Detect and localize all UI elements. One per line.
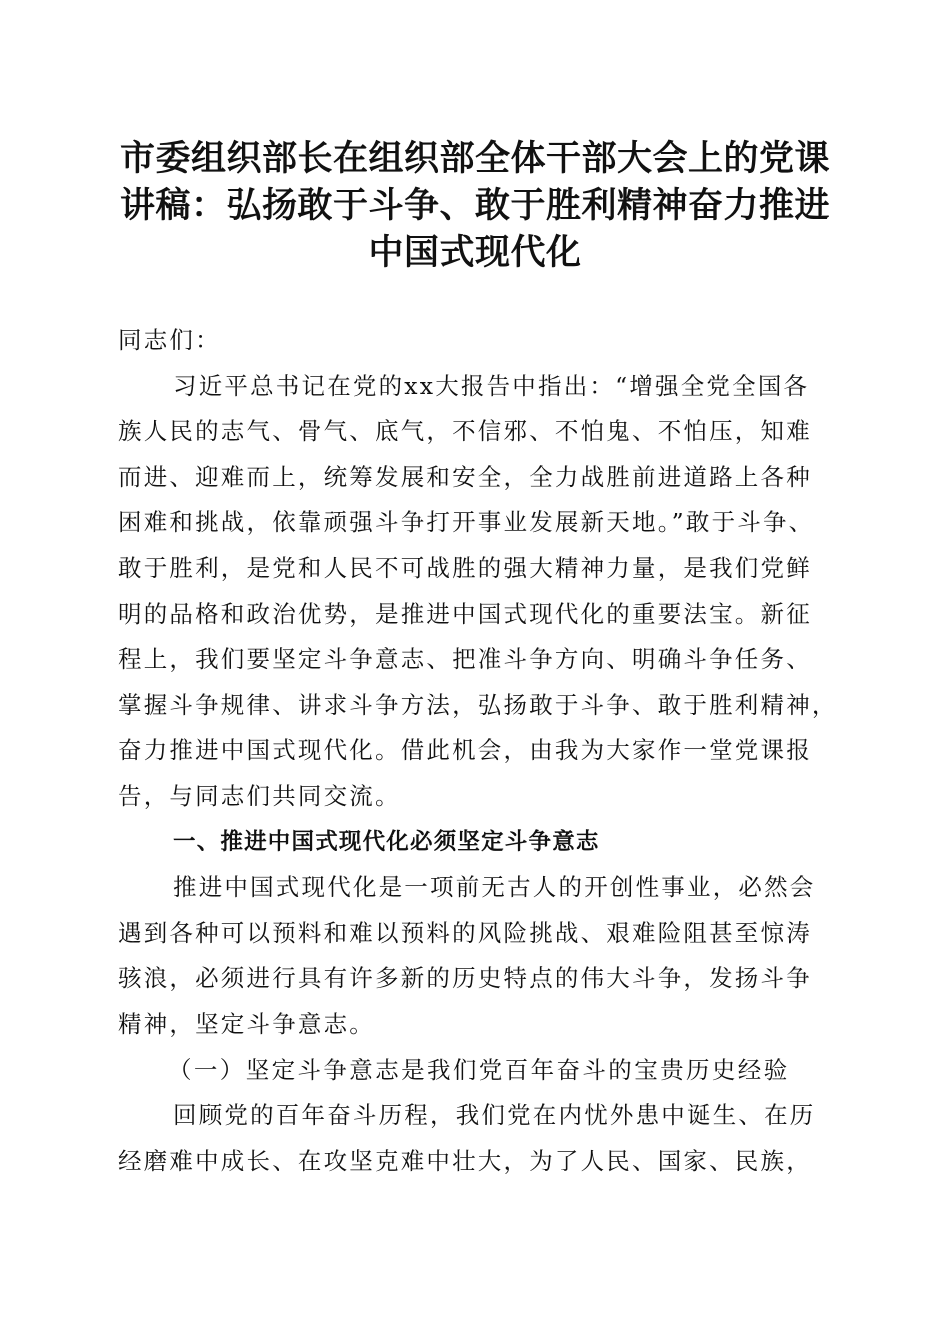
paragraph-line: 习近平总书记在党的xx大报告中指出：“增强全党全国各 — [173, 371, 810, 400]
paragraph-section-1 — [118, 865, 834, 1047]
paragraph-line: 而进、迎难而上，统筹发展和安全，全力战胜前进道路上各种 — [118, 462, 812, 491]
paragraph-line: 回顾党的百年奋斗历程，我们党在内忧外患中诞生、在历 — [173, 1101, 816, 1130]
paragraph-line: 明的品格和政治优势，是推进中国式现代化的重要法宝。新征 — [118, 599, 812, 628]
paragraph-line: 掌握斗争规律、讲求斗争方法，弘扬敢于斗争、敢于胜利精神， — [118, 690, 838, 719]
subsection-heading-1: （一）坚定斗争意志是我们党百年奋斗的宝贵历史经验 — [168, 1055, 790, 1084]
document-body — [118, 318, 838, 1184]
title-line: 讲稿：弘扬敢于斗争、敢于胜利精神奋力推进 — [119, 186, 830, 226]
paragraph-line: 告，与同志们共同交流。 — [118, 781, 401, 810]
paragraph-subsection-1 — [118, 1093, 834, 1184]
section-heading-1: 一、推进中国式现代化必须坚定斗争意志 — [173, 828, 600, 855]
paragraph-line: 经磨难中成长、在攻坚克难中壮大，为了人民、国家、民族， — [118, 1146, 812, 1175]
salutation: 同志们： — [118, 326, 221, 354]
paragraph-line: 敢于胜利，是党和人民不可战胜的强大精神力量，是我们党鲜 — [118, 553, 812, 582]
paragraph-line: 推进中国式现代化是一项前无古人的开创性事业，必然会 — [173, 873, 816, 902]
paragraph-intro — [118, 364, 838, 820]
paragraph-line: 族人民的志气、骨气、底气，不信邪、不怕鬼、不怕压，知难 — [118, 417, 812, 446]
paragraph-line: 程上，我们要坚定斗争意志、把准斗争方向、明确斗争任务、 — [118, 645, 812, 674]
title-line: 中国式现代化 — [368, 233, 582, 273]
paragraph-line: 精神，坚定斗争意志。 — [118, 1009, 375, 1038]
title-line: 市委组织部长在组织部全体干部大会上的党课 — [119, 139, 830, 179]
paragraph-line: 困难和挑战，依靠顽强斗争打开事业发展新天地。”敢于斗争、 — [118, 508, 815, 537]
document-title — [110, 136, 840, 277]
paragraph-line: 遇到各种可以预料和难以预料的风险挑战、艰难险阻甚至惊涛 — [118, 918, 812, 947]
paragraph-line: 骇浪，必须进行具有许多新的历史特点的伟大斗争，发扬斗争 — [118, 964, 812, 993]
paragraph-line: 奋力推进中国式现代化。借此机会，由我为大家作一堂党课报 — [118, 736, 812, 765]
